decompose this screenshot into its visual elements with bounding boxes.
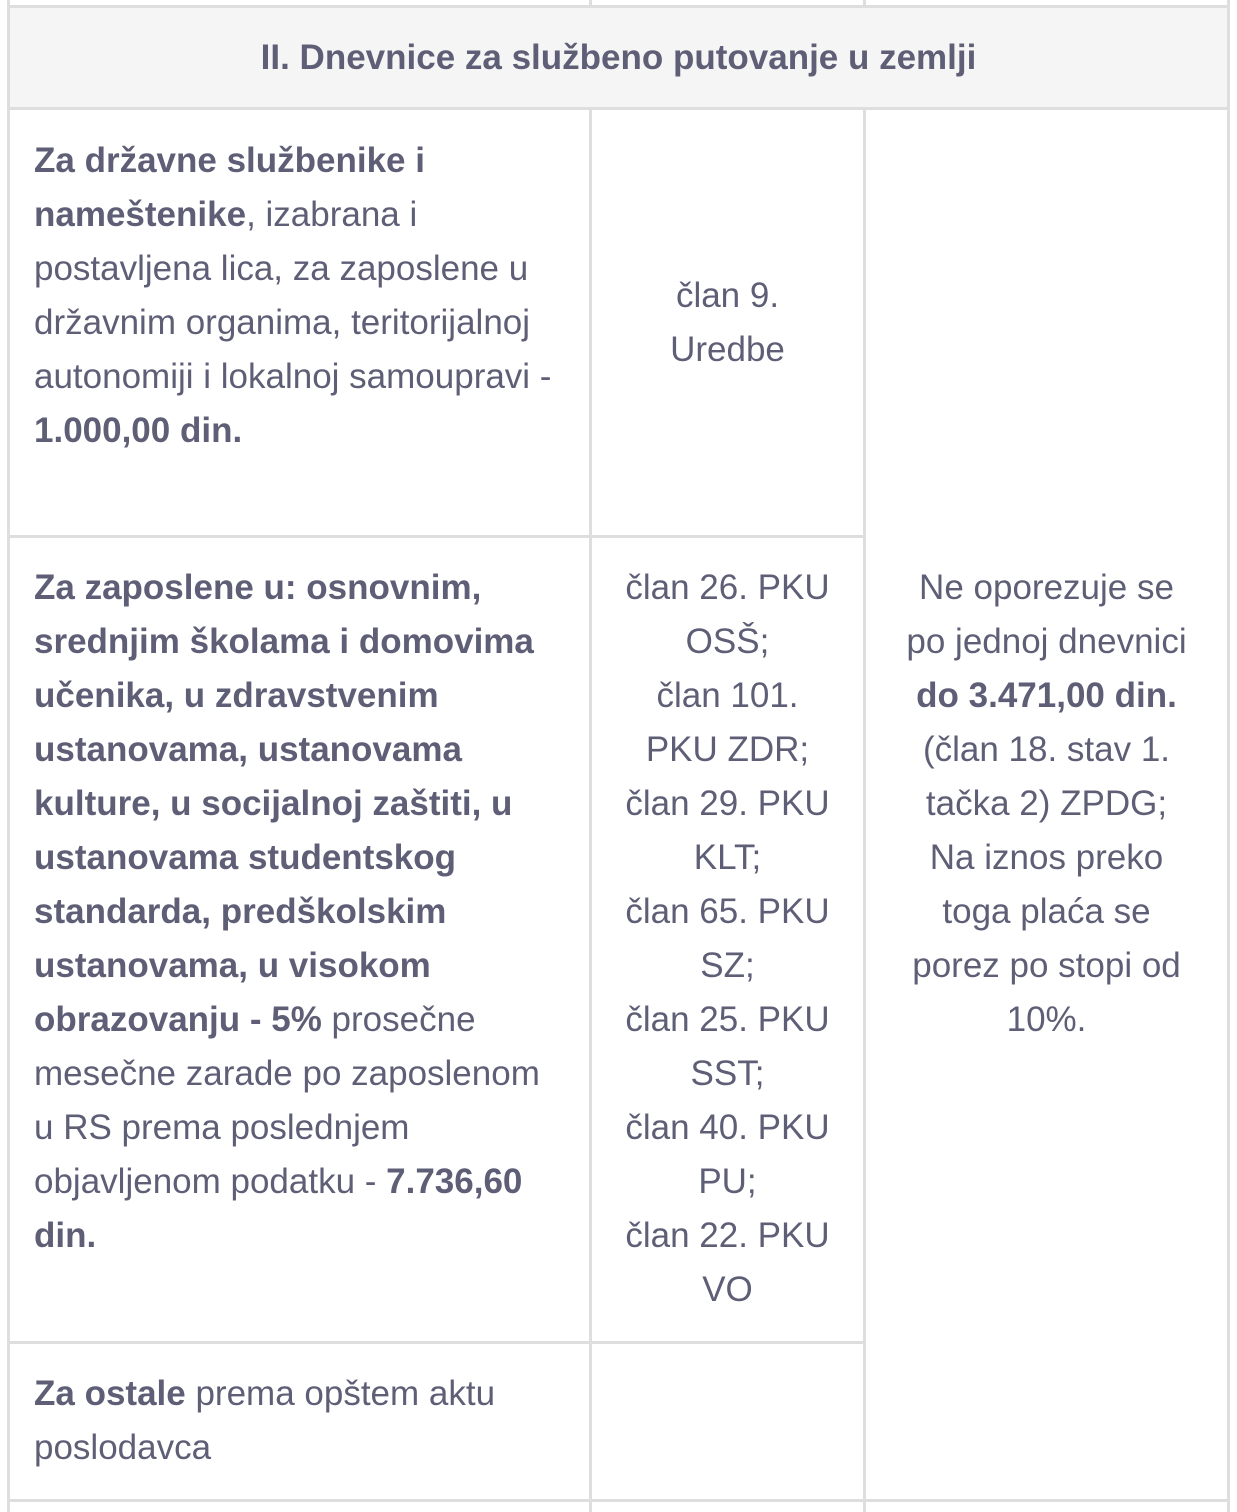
row1-bold-lead: Za državne službenike i nameštenike <box>34 141 425 234</box>
tax-note-line: (član 18. stav 1. <box>922 730 1171 769</box>
row2-text: prosečne mesečne zarade po zaposlenom u RS prema poslednjem objavljenom podatku - <box>34 1000 540 1201</box>
row2-amount: 7.736,60 din. <box>34 1162 523 1255</box>
reference-line: PKU ZDR; <box>645 730 810 769</box>
row2-bottom-border <box>7 1341 866 1344</box>
row1-bottom-border <box>7 535 866 538</box>
header-bottom-border <box>7 107 1230 110</box>
row3-bold-lead: Za ostale <box>34 1374 186 1413</box>
row1-text: , izabrana i postavljena lica, za zaposlene u državnim organima, teritorijalnoj autonomiji i lokalnoj samoupravi - <box>34 195 552 396</box>
table-border-right <box>1227 0 1230 1512</box>
tax-note-line: 10%. <box>1006 1000 1087 1039</box>
section-title: II. Dnevnice za službeno putovanje u zemlji <box>260 37 977 77</box>
reference-line: član 65. PKU <box>625 892 830 931</box>
reference-line: član 40. PKU <box>625 1108 830 1147</box>
tax-note-line: toga plaća se <box>942 892 1151 931</box>
reference-line: član 101. <box>656 676 799 715</box>
col2-divider-top <box>863 0 866 6</box>
reference-line: Uredbe <box>670 330 785 369</box>
reference-line: član 26. PKU <box>625 568 830 607</box>
tax-note-line: tačka 2) ZPDG; <box>925 784 1168 823</box>
tax-note-line: Na iznos preko <box>929 838 1164 877</box>
row3-text: prema opštem aktu poslodavca <box>34 1374 496 1467</box>
reference-line: član 25. PKU <box>625 1000 830 1039</box>
tax-note <box>866 561 1227 1047</box>
reference-line: član 22. PKU <box>625 1216 830 1255</box>
row1-description <box>10 134 589 458</box>
col1-divider-top <box>589 0 592 6</box>
reference-line: OSŠ; <box>685 622 770 661</box>
reference-line: PU; <box>698 1162 757 1201</box>
reference-line: član 29. PKU <box>625 784 830 823</box>
reference-line: SST; <box>690 1054 765 1093</box>
row2-bold-lead: Za zaposlene u: osnovnim, srednjim školama i domovima učenika, u zdravstvenim ustanovama, ustanovama kulture, u socijalnoj zaštiti, u ustanovama studentskog standarda, predškolskim ustanovama, u visokom obrazovanju - 5% <box>34 568 534 1039</box>
reference-line: SZ; <box>700 946 755 985</box>
row2-reference <box>592 561 863 1317</box>
tax-note-line: po jednoj dnevnici <box>906 622 1187 661</box>
tax-note-line: Ne oporezuje se <box>919 568 1174 607</box>
reference-line: član 9. <box>675 276 780 315</box>
row3-description <box>10 1367 589 1475</box>
section-header <box>10 8 1227 107</box>
tax-note-line: porez po stopi od <box>912 946 1181 985</box>
tax-note-limit: do 3.471,00 din. <box>916 676 1177 715</box>
reference-line: KLT; <box>693 838 762 877</box>
table-bottom-border <box>7 1499 1230 1502</box>
row1-reference <box>592 269 863 377</box>
row1-amount: 1.000,00 din. <box>34 411 243 450</box>
row2-description <box>10 561 589 1263</box>
reference-line: VO <box>702 1270 753 1309</box>
